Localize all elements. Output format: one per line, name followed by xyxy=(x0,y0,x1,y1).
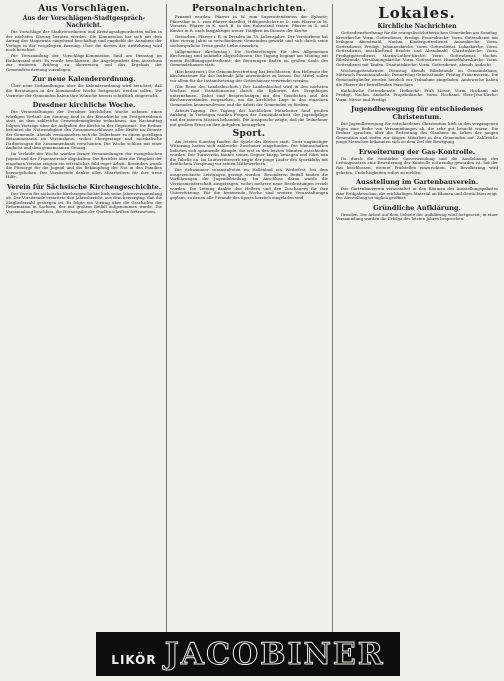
paragraph: Der Gartenbauverein veranstaltet in den Räumen des Ausstellungspalastes eine Frühjahrsschau, die reichhaltiges Material an Blumen und Gewächsen zeigt. Die Ausstellung ist täglich geöffnet. xyxy=(336,186,498,201)
column-divider xyxy=(166,4,167,632)
paragraph: Im Verlaufe der Woche wurden ferner Versammlungen der evangelischen Jugend und der Frauenvereine abgehalten. Die Berichte über die Tätigkeit der einzelnen Vereine zeigten ein erfreuliches Bild reger Arbeit. Besonders wurde die Fürsorge für die Jugend und die Bekämpfung der Not in den Familien hervorgehoben. Der Vorsitzende dankte allen Mitarbeitern für ihre treue Hilfe. xyxy=(6,151,162,180)
paragraph: Dresden. Die Arbeit auf dem Gebiete der Aufklärung wird fortgesetzt; in einer Versammlung wurden die Erfolge des letzten Jahres besprochen. xyxy=(336,211,498,222)
subheading-ausstellung: Ausstellung im Gartenbauverein. xyxy=(355,178,479,187)
subheading-kirchliche-woche: Dresdner kirchliche Woche. xyxy=(32,101,136,110)
heading-personalnachrichten: Personalnachrichten. xyxy=(192,4,306,14)
paragraph: Ernannt wurden: Pfarrer in W. zum Superintendenten der Ephorie; Pfarrvikar in L. zum Pfarrer daselbst; Hilfsgeistlicher in D. zum Pfarrer in M. Versetzt: Pfarrer in K. nach B. In den Ruhestand traten: Pfarrer in S. und Kantor in R. nach langjähriger treuer Tätigkeit im Dienste der Kirche. xyxy=(170,14,328,33)
column-middle xyxy=(170,4,328,632)
paragraph: Katholische Gottesdienste: Hofkirche: Früh Messe, Vorm. Hochamt mit Predigt, Nachm. Andacht. Propsteikirche: Vorm. Hochamt. Herz-Jesu-Kirche: Vorm. Messe und Predigt. xyxy=(336,87,498,102)
subheading-kalenderordnung: Zur neue Kalenderordnung. xyxy=(32,75,136,84)
advertisement-banner xyxy=(96,632,400,676)
paragraph: (Die Reise des Landesbischofs.) Der Landesbischof wird in den nächsten Wochen eine Visitationsreise durch die Ephorien des Erzgebirges unternehmen. Dabei sind Besprechungen mit den Geistlichen und den Kirchenvorständen vorgesehen, um die kirchliche Lage in den einzelnen Gemeinden kennenzulernen und die Arbeit der Gemeinden zu fördern. xyxy=(170,83,328,107)
subheading-vorschlaege: Aus der Vorschlägen-Stadtgespräch-Nachricht. xyxy=(22,15,146,29)
paragraph: Die Veranstaltungen der Dresdner kirchlichen Woche nahmen einen würdigen Verlauf. Am Sonntag fand in der Kreuzkirche ein Festgottesdienst statt, an dem zahlreiche Gemeindemitglieder teilnahmen. Am Nachmittag folgten Vorträge über die Aufgaben der Kirche in der Gegenwart. Die Redner betonten die Notwendigkeit des Zusammenschlusses aller Kräfte im Dienste der Gemeinde. Abends versammelten sich die Teilnehmer zu einem geselligen Beisammensein im Vereinshaus, wobei Chorgesänge und musikalische Darbietungen die Zusammenkunft verschönten. Die Woche schloss mit einer Andacht und dem gemeinsamen Gesang. xyxy=(6,109,162,151)
paragraph: Wochengottesdienste: Dienstag abends Bibelstunde im Gemeindehaus; Mittwoch Passionsandacht; Donnerstag Gebetsstunde; Freitag Frauenverein. Die Gemeindeglieder werden herzlich zur Teilnahme eingeladen. Amtswoche haben die Pfarrer der betreffenden Parochien. xyxy=(336,67,498,87)
paragraph: Am letzten Sonntag fanden die Spiele des Kreises statt. Trotz ungünstiger Witterung hatten sich zahlreiche Zuschauer eingefunden. Die Mannschaften lieferten sich spannende Kämpfe, die erst in den letzten Minuten entschieden wurden. Der Turnverein konnte seinen Gegner knapp besiegen und führt nun die Tabelle an. Im Laufwettbewerb siegte der junge Läufer des Sportklubs mit deutlichem Vorsprung vor seinen Mitbewerbern. xyxy=(170,138,328,167)
subheading-gas-kontrolle: Erweiterung der Gas-Kontrolle. xyxy=(358,147,476,156)
paragraph: Die Schwimmer veranstalteten im Hallenbad ein Werbefest, bei dem ausgezeichnete Leistungen gezeigt wurden. Besonderen Beifall fanden die Vorführungen der Jugendabteilung. Im Anschluss daran wurde die Vereinsmeisterschaft ausgetragen, wobei mehrere neue Bestleistungen erzielt wurden. Die Leitung dankte den Helfern und den Zuschauern für ihre Unterstützung. Für die kommende Woche sind weitere Veranstaltungen geplant, zu denen alle Freunde des Sports herzlich eingeladen sind. xyxy=(170,167,328,200)
ad-brand-name: JACOBINER xyxy=(164,636,385,672)
paragraph: (Allgemeiner Kirchentag.) Die Vorbereitungen für den Allgemeinen Kirchentag sind nunmehr abgeschlossen. Die Tagung beginnt am Montag mit einem Eröffnungsgottesdienst; die Beratungen finden im großen Saale des Gemeindehauses statt. xyxy=(170,48,328,68)
column-right xyxy=(336,4,498,632)
column-divider xyxy=(332,4,333,632)
paragraph: Die Versammlung der Vorschläge-Kommission fand am Dienstag im Rathaussaal statt. Es wurde beschlossen, die Angelegenheit dem Ausschuss zur weiteren Prüfung zu überweisen und das Ergebnis der Gemeindevertretung vorzulegen. xyxy=(6,53,162,72)
paragraph: Der Verein für sächsische Kirchengeschichte hielt seine Jahresversammlung ab. Der Vorsitzende erstattete den Jahresbericht, aus dem hervorging, daß die Mitgliederzahl gestiegen ist. Es folgte ein Vortrag über die Geschichte der Reformation in Sachsen, der mit großem Beifall aufgenommen wurde. Die Versammlung beschloss, die Herausgabe der Quellenschriften fortzusetzen. xyxy=(6,190,162,214)
subheading-jugendbewegung: Jugendbewegung für entschiedenes Christentum. xyxy=(350,105,484,122)
paragraph: Die Vorschläge der Stadtverordneten und Kreistagsabgeordneten sollen in der nächsten Sitzung beraten werden. Die Kommission hat sich mit dem Antrag des Magistrats eingehend beschäftigt und empfiehlt die Annahme der Vorlage in der vorgelegten Fassung. Über die Kosten der Ausführung wird noch berichtet. xyxy=(6,29,162,53)
heading-vorschlaege: Aus Vorschlägen. xyxy=(38,4,130,14)
newspaper-page xyxy=(6,4,498,677)
paragraph: (Kirchensteuer.) Die Gemeindevertretung hat beschlossen, den Hebesatz der Kirchensteuer für das laufende Jahr unverändert zu lassen. Die Mittel sollen vor allem für die Instandsetzung der Gotteshäuser verwendet werden. xyxy=(170,68,328,83)
paragraph: Über neue Verhandlungen über die Kalenderordnung wird berichtet, daß die Beratungen in der kommenden Woche fortgesetzt werden sollen. Die Vertreter der Gemeinden haben ihre Wünsche bereits schriftlich eingereicht. xyxy=(6,83,162,98)
column-left xyxy=(6,4,162,632)
heading-sport: Sport. xyxy=(232,128,266,139)
subheading-aufklaerung: Gründliche Aufklärung. xyxy=(373,203,461,212)
subheading-kirchengeschichte: Verein für Sächsische Kirchengeschichte. xyxy=(6,182,162,191)
paragraph: Die Jugendbewegung für entschiedenes Christentum hielt in den vergangenen Tagen eine Reihe von Versammlungen ab, die sehr gut besucht waren. Die Redner sprachen über die Bedeutung des Glaubens im Leben der jungen Generation und riefen zur tätigen Mitarbeit in den Gemeinden auf. Zahlreiche junge Menschen bekannten sich zu dem Ziel der Bewegung. xyxy=(336,121,498,145)
paragraph: Arbeits-Tagung. Die Tagung der kirchlichen Mitarbeiter fand großen Anklang. In Vorträgen wurden Fragen der Gemeindearbeit, der Jugendpflege und der inneren Mission behandelt. Die Aussprache zeigte, daß die Teilnehmer mit großem Ernst an ihre Aufgaben herangehen. xyxy=(170,107,328,127)
advertisement-content xyxy=(111,637,384,672)
heading-lokales: Lokales. xyxy=(378,4,456,22)
subheading-kirchliche-nachrichten: Kirchliche Nachrichten xyxy=(377,23,457,30)
paragraph: Gestorben: Pfarrer i. R. in Dresden im 78. Lebensjahre. Der Verstorbene hat über vierzig Jahre in verschiedenen Gemeinden gewirkt und sich durch seine seelsorgerliche Treue große Liebe erworben. xyxy=(170,33,328,48)
paragraph: Da durch die verstärkte Gasverwendung und die Ausdehnung des Leitungsnetzes eine Erweiterung der Kontrolle notwendig geworden ist, hat der Rat beschlossen, weitere Prüfstellen einzurichten. Die Bevölkerung wird gebeten, Undichtigkeiten sofort zu melden. xyxy=(336,155,498,175)
ad-label-likoer: LIKÖR xyxy=(111,652,157,667)
paragraph: Gottesdienstordnung für die evangelisch-lutherischen Gemeinden am Sonntag. Kreuzkirche: Vorm. Gottesdienst, Predigt. Frauenkirche: Vorm. Gottesdienst mit heiligem Abendmahl, Nachm. Kindergottesdienst. Annenkirche: Vorm. Gottesdienst, Predigt. Johanneskirche: Vorm. Gottesdienst. Lukaskirche: Vorm. Gottesdienst, anschließend Beichte und Abendmahl. Christuskirche: Vorm. Predigtgottesdienst. Martin-Luther-Kirche: Vorm. Gottesdienst, Nachm. Bibelstunde. Versöhnungskirche: Vorm. Gottesdienst. Himmelfahrtskirche: Vorm. Gottesdienst mit Taufen. Trinitatiskirche: Vorm. Gottesdienst, abends Andacht. xyxy=(336,30,498,67)
